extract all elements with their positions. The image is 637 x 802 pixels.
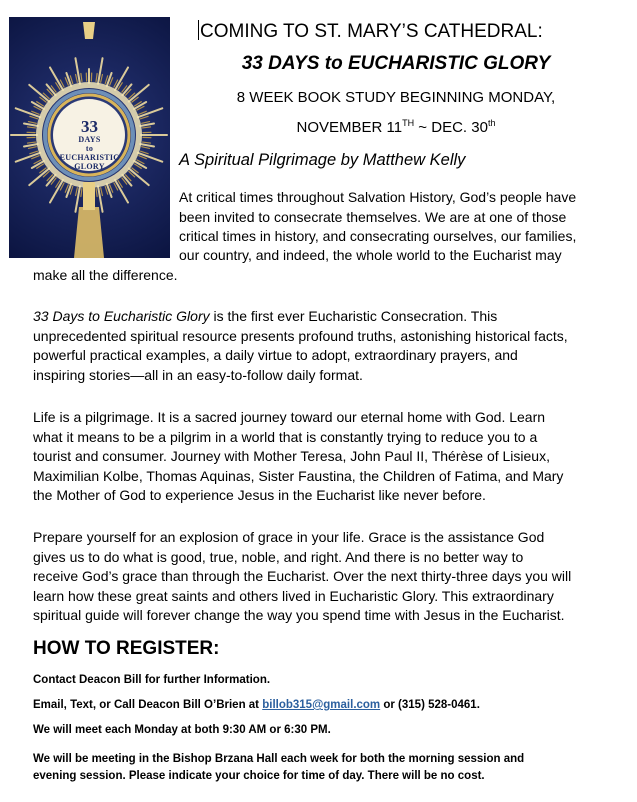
consecration-paragraph: 33 Days to Eucharistic Glory is the first ever Eucharistic Consecration. This unprecedented spiritual resource presents profound truths, astonishing historical facts, powerful practical examples, a daily virtue to adopt, extraordinary prayers, and inspiring stories—all in an easy-to-follow daily format. bbox=[33, 308, 568, 383]
monstrance-ray-inner bbox=[76, 74, 78, 82]
book-cover-image bbox=[9, 17, 170, 258]
monstrance-ray bbox=[75, 58, 80, 84]
register-heading: HOW TO REGISTER: bbox=[33, 638, 220, 659]
cover-line-to: to bbox=[85, 144, 94, 153]
monstrance-ray-inner bbox=[101, 188, 103, 196]
monstrance-ray-inner bbox=[81, 189, 82, 197]
cover-line-eucharistic: EUCHARISTIC bbox=[59, 153, 120, 162]
monstrance-ray bbox=[129, 85, 149, 102]
monstrance-ray-inner bbox=[96, 74, 97, 82]
monstrance-ray-inner bbox=[101, 74, 103, 82]
subtitle: A Spiritual Pilgrimage by Matthew Kelly bbox=[179, 151, 466, 169]
monstrance-ray bbox=[29, 85, 49, 102]
intro-paragraph: At critical times throughout Salvation History, God’s people have been invited to consecrate themselves. We are at one of those critical times in history, and consecrating ourselves, our families, bbox=[179, 189, 577, 244]
intro-paragraph-continued: our country, and indeed, the whole world to the Eucharist may make all the difference. bbox=[33, 247, 562, 283]
cover-number: 33 bbox=[81, 117, 98, 136]
announcement-heading: COMING TO ST. MARY’S CATHEDRAL: bbox=[200, 21, 543, 42]
cover-title bbox=[9, 118, 170, 171]
book-title-heading: 33 DAYS to EUCHARISTIC GLORY bbox=[241, 53, 551, 74]
study-dates-line: NOVEMBER 11TH ~ DEC. 30th bbox=[296, 118, 496, 136]
email-link[interactable]: billob315@gmail.com bbox=[262, 699, 381, 711]
monstrance-ray bbox=[98, 58, 103, 84]
monstrance-ray bbox=[107, 184, 112, 197]
text-cursor bbox=[198, 20, 199, 40]
cover-line-glory: GLORY bbox=[74, 162, 105, 171]
grace-paragraph: Prepare yourself for an explosion of grace in your life. Grace is the assistance God gives us to do what is good, true, noble, and right. And there is no better way to receive God’s grace than through the Eucharist. Over the next thirty-three days you will learn how these great saints and others lived in Eucharistic Glory. This extraordinary spiritual guide will forever change the way you spend time with Jesus in the Eucharist. bbox=[33, 529, 572, 623]
pilgrimage-paragraph: Life is a pilgrimage. It is a sacred journey toward our eternal home with God. Learn what it means to be a pilgrim in a world that is constantly trying to reduce you to a tourist and consumer. Journey with Mother Teresa, John Paul II, Thérèse of Lisieux, Maximilian Kolbe, Thomas Aquinas, Sister Faustina, the Children of Fatima, and Mary the Mother of God to experience Jesus in the Eucharist like never before. bbox=[33, 409, 564, 503]
monstrance-ray-inner bbox=[81, 74, 82, 82]
monstrance-ray bbox=[107, 73, 112, 86]
monstrance-ray bbox=[66, 73, 71, 86]
meeting-times-line: We will meet each Monday at both 9:30 AM or 6:30 PM. bbox=[33, 724, 331, 736]
location-text: We will be meeting in the Bishop Brzana Hall each week for both the morning session and evening session. Please indicate your choice for time of day. There will be no cost. bbox=[33, 753, 525, 782]
monstrance-ray-inner bbox=[96, 189, 97, 197]
monstrance-ray-inner bbox=[76, 188, 78, 196]
study-schedule-line: 8 WEEK BOOK STUDY BEGINNING MONDAY, bbox=[236, 89, 556, 106]
cover-line-days: DAYS bbox=[78, 135, 101, 144]
contact-line: Contact Deacon Bill for further Information. bbox=[33, 674, 271, 686]
monstrance-ray bbox=[66, 184, 71, 197]
email-line: Email, Text, or Call Deacon Bill O’Brien at billob315@gmail.com or (315) 528-0461. bbox=[33, 699, 480, 711]
